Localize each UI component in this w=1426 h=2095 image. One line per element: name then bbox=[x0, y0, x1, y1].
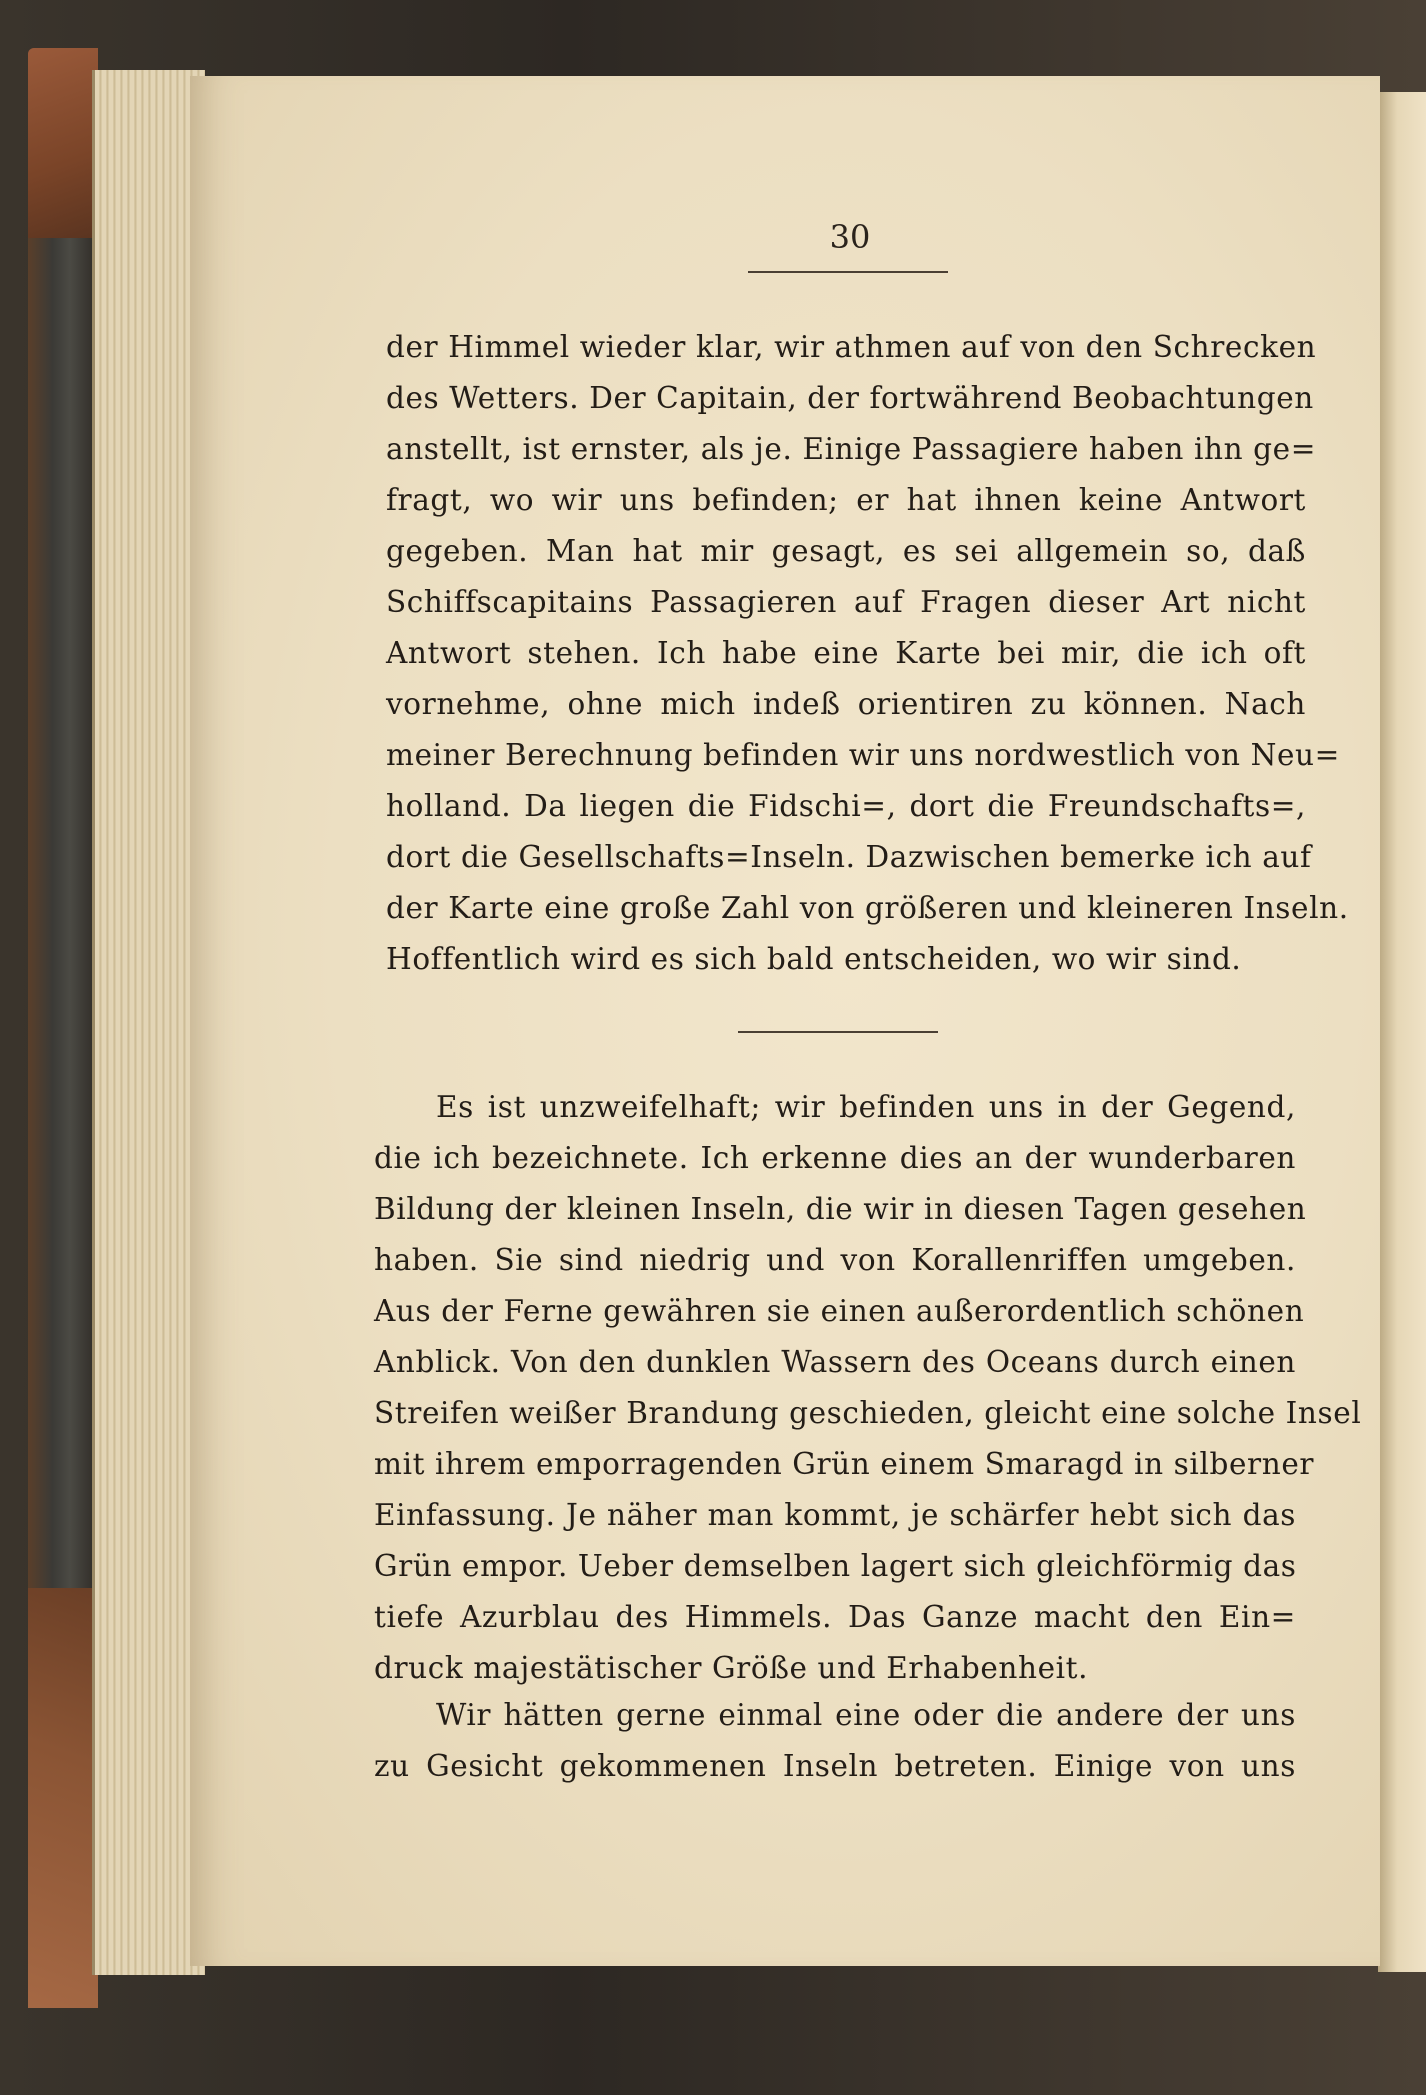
page-number: 30 bbox=[829, 218, 871, 256]
text-line: mit ihrem emporragenden Grün einem Smaragd in silberner bbox=[374, 1447, 1315, 1481]
text-line: Streifen weißer Brandung geschieden, gleicht eine solche Insel bbox=[374, 1396, 1362, 1430]
text-line: Wir hätten gerne einmal eine oder die andere der uns bbox=[436, 1698, 1296, 1732]
text-line: fragt, wo wir uns befinden; er hat ihnen keine Antwort bbox=[386, 483, 1306, 517]
leather-corner-top bbox=[28, 48, 98, 238]
text-line: die ich bezeichnete. Ich erkenne dies an der wunderbaren bbox=[374, 1141, 1296, 1175]
paragraph-2 bbox=[374, 1082, 1362, 1694]
paragraph-1 bbox=[386, 322, 1349, 985]
text-line: der Karte eine große Zahl von größeren und kleineren Inseln. bbox=[386, 891, 1349, 925]
text-line: druck majestätischer Größe und Erhabenheit. bbox=[374, 1651, 1089, 1685]
text-line: Bildung der kleinen Inseln, die wir in diesen Tagen gesehen bbox=[374, 1192, 1307, 1226]
text-line: Hoffentlich wird es sich bald entscheiden, wo wir sind. bbox=[386, 942, 1242, 976]
text-line: Schiffscapitains Passagieren auf Fragen dieser Art nicht bbox=[386, 585, 1306, 619]
text-line: Einfassung. Je näher man kommt, je schärfer hebt sich das bbox=[374, 1498, 1296, 1532]
text-line: Aus der Ferne gewähren sie einen außerordentlich schönen bbox=[374, 1294, 1305, 1328]
header-rule bbox=[748, 271, 948, 273]
text-line: Antwort stehen. Ich habe eine Karte bei mir, die ich oft bbox=[386, 636, 1306, 670]
text-line: Grün empor. Ueber demselben lagert sich gleichförmig das bbox=[374, 1549, 1297, 1583]
page-stack-edges bbox=[92, 70, 205, 1975]
paragraph-3 bbox=[374, 1690, 1296, 1792]
text-line: des Wetters. Der Capitain, der fortwährend Beobachtungen bbox=[386, 381, 1314, 415]
text-line: Es ist unzweifelhaft; wir befinden uns in der Gegend, bbox=[436, 1090, 1296, 1124]
text-line: holland. Da liegen die Fidschi=, dort die Freundschafts=, bbox=[386, 789, 1306, 823]
facing-page-edge bbox=[1378, 92, 1426, 1972]
text-line: meiner Berechnung befinden wir uns nordwestlich von Neu= bbox=[386, 738, 1340, 772]
text-line: Anblick. Von den dunklen Wassern des Oceans durch einen bbox=[374, 1345, 1296, 1379]
text-line: haben. Sie sind niedrig und von Korallenriffen umgeben. bbox=[374, 1243, 1296, 1277]
text-line: vornehme, ohne mich indeß orientiren zu können. Nach bbox=[386, 687, 1306, 721]
book-cover-spine bbox=[28, 48, 98, 2008]
text-line: der Himmel wieder klar, wir athmen auf von den Schrecken bbox=[386, 330, 1317, 364]
text-line: zu Gesicht gekommenen Inseln betreten. Einige von uns bbox=[374, 1749, 1296, 1783]
leather-corner-bottom bbox=[28, 1588, 98, 2008]
section-divider bbox=[738, 1031, 938, 1033]
text-line: gegeben. Man hat mir gesagt, es sei allgemein so, daß bbox=[386, 534, 1306, 568]
text-line: dort die Gesellschafts=Inseln. Dazwischen bemerke ich auf bbox=[386, 840, 1312, 874]
text-line: tiefe Azurblau des Himmels. Das Ganze macht den Ein= bbox=[374, 1600, 1296, 1634]
text-line: anstellt, ist ernster, als je. Einige Passagiere haben ihn ge= bbox=[386, 432, 1317, 466]
